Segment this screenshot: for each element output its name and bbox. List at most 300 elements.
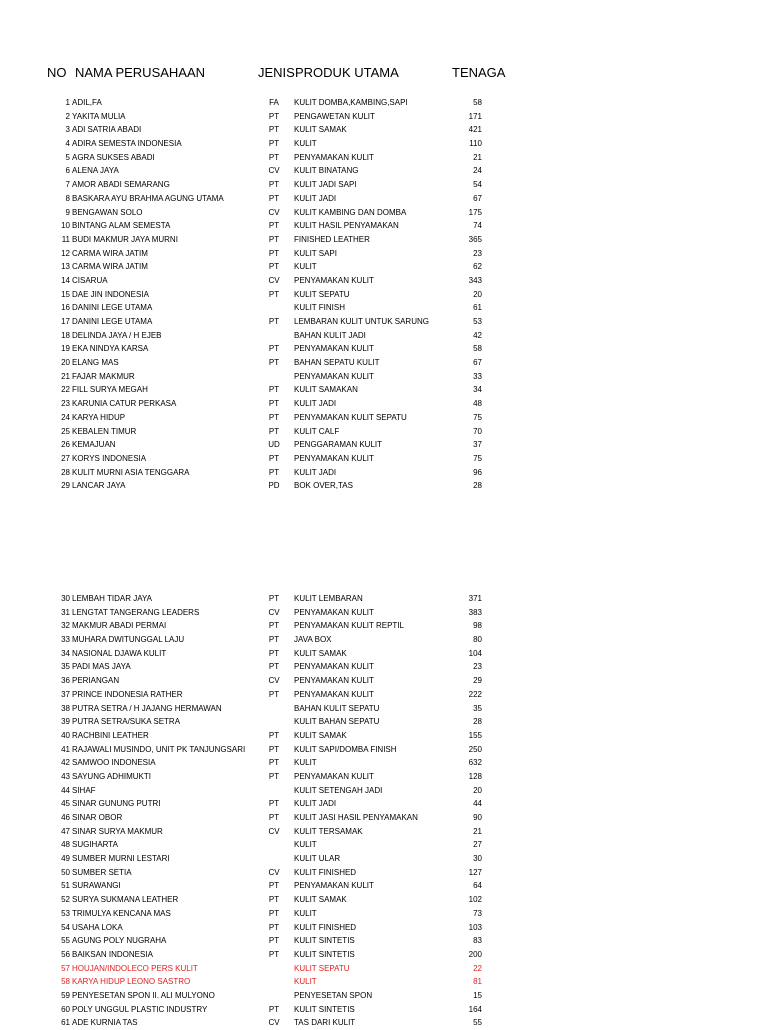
row-number: 52: [61, 895, 70, 905]
company-type: CV: [268, 867, 280, 877]
main-product: PENYAMAKAN KULIT: [294, 676, 374, 686]
main-product: FINISHED LEATHER: [294, 234, 370, 244]
company-name: ADIL,FA: [72, 98, 102, 107]
row-number: 1: [65, 98, 70, 107]
main-product: KULIT TERSAMAK: [294, 826, 363, 836]
row-number: 14: [61, 275, 70, 285]
company-type: PT: [268, 662, 280, 672]
company-name: RACHBINI LEATHER: [72, 730, 149, 740]
table-row: [0, 452, 768, 466]
main-product: KULIT SINTETIS: [294, 936, 355, 946]
main-product: KULIT FINISH: [294, 303, 345, 313]
main-product: KULIT SEPATU: [294, 289, 350, 299]
company-name: POLY UNGGUL PLASTIC INDUSTRY: [72, 1004, 208, 1014]
company-name: PUTRA SETRA / H JAJANG HERMAWAN: [72, 703, 222, 713]
company-type: CV: [268, 207, 280, 217]
table-row: [0, 715, 768, 729]
row-number: 24: [61, 412, 70, 422]
company-name: LANCAR JAYA: [72, 481, 126, 491]
table-row: [0, 1003, 768, 1017]
main-product: PENYAMAKAN KULIT: [294, 881, 374, 891]
company-name: SURAWANGI: [72, 881, 121, 891]
row-number: 60: [61, 1004, 70, 1014]
workforce-count: 33: [473, 371, 482, 381]
workforce-count: 222: [468, 689, 482, 699]
row-number: 38: [61, 703, 70, 713]
main-product: JAVA BOX: [294, 635, 332, 645]
header-produk-utama: PRODUK UTAMA: [295, 65, 399, 80]
row-number: 15: [61, 289, 70, 299]
row-number: 19: [61, 344, 70, 354]
company-name: BENGAWAN SOLO: [72, 207, 143, 217]
table-row: [0, 397, 768, 411]
company-name: ALENA JAYA: [72, 166, 119, 176]
row-number: 51: [61, 881, 70, 891]
company-name: DAE JIN INDONESIA: [72, 289, 149, 299]
company-type: PT: [268, 922, 280, 932]
company-table-section-1: [0, 96, 768, 493]
company-name: AGRA SUKSES ABADI: [72, 152, 155, 162]
company-type: CV: [268, 676, 280, 686]
company-type: PT: [268, 936, 280, 946]
row-number: 59: [61, 990, 70, 1000]
main-product: KULIT JADI: [294, 193, 337, 203]
company-name: YAKITA MULIA: [72, 111, 126, 121]
company-type: PT: [268, 594, 280, 603]
main-product: PENYAMAKAN KULIT: [294, 152, 374, 162]
row-number: 46: [61, 813, 70, 822]
row-number: 34: [61, 648, 70, 658]
main-product: KULIT: [294, 977, 317, 987]
main-product: KULIT SEPATU: [294, 963, 350, 973]
table-row: [0, 1016, 768, 1030]
company-name: MUHARA DWITUNGGAL LAJU: [72, 635, 185, 645]
main-product: KULIT ULAR: [294, 854, 341, 864]
row-number: 35: [61, 662, 70, 672]
header-jenis: JENIS: [258, 65, 295, 80]
row-number: 56: [61, 949, 70, 959]
main-product: PENYAMAKAN KULIT: [294, 371, 374, 381]
company-type: CV: [268, 1018, 280, 1028]
workforce-count: 90: [473, 813, 482, 822]
table-row: [0, 315, 768, 329]
company-name: SUGIHARTA: [72, 840, 118, 850]
row-number: 10: [61, 221, 70, 231]
table-row: [0, 866, 768, 880]
table-row: [0, 466, 768, 480]
main-product: KULIT SETENGAH JADI: [294, 785, 383, 795]
company-type: UD: [268, 440, 280, 450]
company-name: SURYA SUKMANA LEATHER: [72, 895, 179, 905]
row-number: 27: [61, 453, 70, 463]
workforce-count: 343: [468, 275, 482, 285]
company-type: PT: [268, 758, 280, 768]
workforce-count: 632: [468, 758, 482, 768]
company-type: PD: [268, 481, 280, 491]
header-nama-perusahaan: NAMA PERUSAHAAN: [75, 65, 206, 80]
row-number: 12: [61, 248, 70, 258]
table-row: [0, 606, 768, 620]
table-row: [0, 247, 768, 261]
company-name: DANINI LEGE UTAMA: [72, 317, 153, 326]
main-product: KULIT BAHAN SEPATU: [294, 717, 380, 727]
company-type: PT: [268, 180, 280, 190]
workforce-count: 365: [468, 234, 482, 244]
table-row: [0, 164, 768, 178]
company-name: KORYS INDONESIA: [72, 453, 147, 463]
workforce-count: 171: [468, 111, 482, 121]
workforce-count: 58: [473, 344, 482, 354]
main-product: KULIT SINTETIS: [294, 949, 355, 959]
company-type: PT: [268, 895, 280, 905]
workforce-count: 67: [473, 358, 482, 368]
row-number: 2: [65, 111, 70, 121]
company-name: SINAR SURYA MAKMUR: [72, 826, 163, 836]
company-name: USAHA LOKA: [72, 922, 123, 932]
main-product: PENYAMAKAN KULIT: [294, 689, 374, 699]
workforce-count: 28: [473, 717, 482, 727]
main-product: PENYAMAKAN KULIT: [294, 607, 374, 617]
header-no: NO: [47, 65, 67, 80]
company-name: TRIMULYA KENCANA MAS: [72, 908, 171, 918]
table-row: [0, 411, 768, 425]
workforce-count: 27: [473, 840, 482, 850]
workforce-count: 35: [473, 703, 482, 713]
workforce-count: 20: [473, 289, 482, 299]
main-product: BOK OVER,TAS: [294, 481, 353, 491]
workforce-count: 23: [473, 248, 482, 258]
row-number: 37: [61, 689, 70, 699]
row-number: 49: [61, 854, 70, 864]
table-row: [0, 674, 768, 688]
row-number: 45: [61, 799, 70, 809]
row-number: 11: [61, 234, 70, 244]
table-row: [0, 233, 768, 247]
company-name: BAIKSAN INDONESIA: [72, 949, 153, 959]
main-product: KULIT SINTETIS: [294, 1004, 355, 1014]
main-product: KULIT HASIL PENYAMAKAN: [294, 221, 399, 231]
workforce-count: 80: [473, 635, 482, 645]
table-row: [0, 688, 768, 702]
row-number: 21: [61, 371, 70, 381]
company-name: ADI SATRIA ABADI: [72, 125, 142, 135]
row-number: 28: [61, 467, 70, 477]
row-number: 48: [61, 840, 70, 850]
row-number: 23: [61, 399, 70, 409]
workforce-count: 421: [468, 125, 482, 135]
workforce-count: 155: [468, 730, 482, 740]
company-name: PADI MAS JAYA: [72, 662, 131, 672]
row-number: 61: [61, 1018, 70, 1028]
main-product: KULIT KAMBING DAN DOMBA: [294, 207, 407, 217]
row-number: 25: [61, 426, 70, 436]
company-name: ADIRA SEMESTA INDONESIA: [72, 139, 182, 149]
row-number: 32: [61, 621, 70, 631]
company-name: PUTRA SETRA/SUKA SETRA: [72, 717, 181, 727]
company-type: PT: [268, 730, 280, 740]
main-product: KULIT JADI SAPI: [294, 180, 357, 190]
table-row: [0, 151, 768, 165]
workforce-count: 98: [473, 621, 482, 631]
company-name: KARYA HIDUP: [72, 412, 126, 422]
workforce-count: 102: [468, 895, 482, 905]
company-name: MAKMUR ABADI PERMAI: [72, 621, 167, 631]
workforce-count: 383: [468, 607, 482, 617]
company-name: CARMA WIRA JATIM: [72, 262, 148, 272]
company-type: PT: [268, 1004, 280, 1014]
company-type: PT: [268, 193, 280, 203]
row-number: 8: [65, 193, 70, 203]
company-name: SUMBER SETIA: [72, 867, 132, 877]
table-row: [0, 948, 768, 962]
company-type: PT: [268, 621, 280, 631]
company-type: PT: [268, 744, 280, 754]
table-row: [0, 989, 768, 1003]
table-row: [0, 784, 768, 798]
company-name: PERIANGAN: [72, 676, 120, 686]
company-name: HOUJAN/INDOLECO PERS KULIT: [72, 963, 198, 973]
company-name: BASKARA AYU BRAHMA AGUNG UTAMA: [72, 193, 224, 203]
table-row: [0, 838, 768, 852]
table-row: [0, 975, 768, 989]
row-number: 42: [61, 758, 70, 768]
main-product: KULIT SAPI/DOMBA FINISH: [294, 744, 397, 754]
company-name: SINAR GUNUNG PUTRI: [72, 799, 161, 809]
row-number: 50: [61, 867, 70, 877]
company-type: PT: [268, 385, 280, 395]
workforce-count: 75: [473, 412, 482, 422]
main-product: KULIT: [294, 840, 317, 850]
workforce-count: 23: [473, 662, 482, 672]
company-name: DANINI LEGE UTAMA: [72, 303, 153, 313]
main-product: LEMBARAN KULIT UNTUK SARUNG: [294, 317, 429, 326]
company-name: LEMBAH TIDAR JAYA: [72, 594, 153, 603]
company-type: FA: [269, 98, 279, 107]
table-row: [0, 110, 768, 124]
table-row: [0, 219, 768, 233]
workforce-count: 67: [473, 193, 482, 203]
company-type: PT: [268, 152, 280, 162]
row-number: 6: [65, 166, 70, 176]
main-product: KULIT FINISHED: [294, 922, 357, 932]
table-row: [0, 206, 768, 220]
company-type: PT: [268, 358, 280, 368]
table-row: [0, 383, 768, 397]
company-name: ADE KURNIA TAS: [72, 1018, 138, 1028]
row-number: 26: [61, 440, 70, 450]
company-type: CV: [268, 826, 280, 836]
row-number: 57: [61, 963, 70, 973]
company-type: PT: [268, 771, 280, 781]
company-type: PT: [268, 949, 280, 959]
table-row: [0, 274, 768, 288]
table-row: [0, 370, 768, 384]
company-type: PT: [268, 262, 280, 272]
main-product: KULIT: [294, 262, 317, 272]
workforce-count: 24: [473, 166, 482, 176]
company-type: PT: [268, 111, 280, 121]
company-type: PT: [268, 412, 280, 422]
workforce-count: 74: [473, 221, 482, 231]
row-number: 58: [61, 977, 70, 987]
table-row: [0, 329, 768, 343]
table-row: [0, 879, 768, 893]
main-product: PENYAMAKAN KULIT: [294, 275, 374, 285]
main-product: KULIT JADI: [294, 467, 337, 477]
table-row: [0, 770, 768, 784]
company-type: PT: [268, 139, 280, 149]
workforce-count: 128: [468, 771, 482, 781]
workforce-count: 175: [468, 207, 482, 217]
main-product: KULIT JADI: [294, 799, 337, 809]
workforce-count: 54: [473, 180, 482, 190]
row-number: 3: [65, 125, 70, 135]
company-name: DELINDA JAYA / H EJEB: [72, 330, 162, 340]
row-number: 39: [61, 717, 70, 727]
company-type: PT: [268, 125, 280, 135]
row-number: 13: [61, 262, 70, 272]
workforce-count: 64: [473, 881, 482, 891]
table-row: [0, 907, 768, 921]
workforce-count: 200: [468, 949, 482, 959]
company-name: ELANG MAS: [72, 358, 119, 368]
company-name: PENYESETAN SPON II. ALI MULYONO: [72, 990, 215, 1000]
workforce-count: 53: [473, 317, 482, 326]
workforce-count: 42: [473, 330, 482, 340]
workforce-count: 21: [473, 152, 482, 162]
table-row: [0, 743, 768, 757]
row-number: 41: [61, 744, 70, 754]
main-product: BAHAN KULIT JADI: [294, 330, 366, 340]
company-name: SAMWOO INDONESIA: [72, 758, 156, 768]
workforce-count: 55: [473, 1018, 482, 1028]
company-type: PT: [268, 399, 280, 409]
company-name: BUDI MAKMUR JAYA MURNI: [72, 234, 178, 244]
main-product: PENYAMAKAN KULIT REPTIL: [294, 621, 404, 631]
main-product: TAS DARI KULIT: [294, 1018, 356, 1028]
company-type: PT: [268, 908, 280, 918]
workforce-count: 37: [473, 440, 482, 450]
main-product: KULIT BINATANG: [294, 166, 359, 176]
table-row: [0, 592, 768, 606]
company-type: PT: [268, 635, 280, 645]
workforce-count: 30: [473, 854, 482, 864]
main-product: PENYAMAKAN KULIT SEPATU: [294, 412, 407, 422]
main-product: PENYESETAN SPON: [294, 990, 373, 1000]
company-name: PRINCE INDONESIA RATHER: [72, 689, 183, 699]
table-row: [0, 811, 768, 825]
company-name: LENGTAT TANGERANG LEADERS: [72, 607, 200, 617]
company-name: KARUNIA CATUR PERKASA: [72, 399, 177, 409]
company-name: AMOR ABADI SEMARANG: [72, 180, 170, 190]
workforce-count: 127: [468, 867, 482, 877]
workforce-count: 164: [468, 1004, 482, 1014]
main-product: KULIT JADI: [294, 399, 337, 409]
table-row: [0, 288, 768, 302]
workforce-count: 29: [473, 676, 482, 686]
row-number: 7: [65, 180, 70, 190]
company-type: PT: [268, 344, 280, 354]
row-number: 54: [61, 922, 70, 932]
table-row: [0, 756, 768, 770]
workforce-count: 58: [473, 98, 482, 107]
company-type: PT: [268, 881, 280, 891]
table-row: [0, 729, 768, 743]
company-name: SUMBER MURNI LESTARI: [72, 854, 170, 864]
table-row: [0, 893, 768, 907]
row-number: 55: [61, 936, 70, 946]
main-product: PENGGARAMAN KULIT: [294, 440, 383, 450]
main-product: PENGAWETAN KULIT: [294, 111, 375, 121]
table-row: [0, 178, 768, 192]
company-name: AGUNG POLY NUGRAHA: [72, 936, 167, 946]
row-number: 40: [61, 730, 70, 740]
main-product: KULIT: [294, 908, 317, 918]
company-type: PT: [268, 799, 280, 809]
header-tenaga: TENAGA: [452, 65, 506, 80]
row-number: 53: [61, 908, 70, 918]
main-product: KULIT SAMAK: [294, 895, 347, 905]
main-product: BAHAN SEPATU KULIT: [294, 358, 380, 368]
main-product: KULIT CALF: [294, 426, 340, 436]
company-name: SINAR OBOR: [72, 813, 123, 822]
main-product: KULIT FINISHED: [294, 867, 357, 877]
table-row: [0, 825, 768, 839]
company-type: CV: [268, 275, 280, 285]
table-row: [0, 425, 768, 439]
company-name: SAYUNG ADHIMUKTI: [72, 771, 151, 781]
row-number: 5: [65, 152, 70, 162]
workforce-count: 44: [473, 799, 482, 809]
company-type: PT: [268, 289, 280, 299]
row-number: 44: [61, 785, 70, 795]
row-number: 36: [61, 676, 70, 686]
table-row: [0, 619, 768, 633]
row-number: 47: [61, 826, 70, 836]
row-number: 29: [61, 481, 70, 491]
workforce-count: 15: [473, 990, 482, 1000]
company-type: PT: [268, 248, 280, 258]
workforce-count: 371: [468, 594, 482, 603]
workforce-count: 250: [468, 744, 482, 754]
workforce-count: 34: [473, 385, 482, 395]
table-row: [0, 192, 768, 206]
workforce-count: 104: [468, 648, 482, 658]
table-row: [0, 479, 768, 493]
row-number: 17: [61, 317, 70, 326]
table-row: [0, 660, 768, 674]
row-number: 20: [61, 358, 70, 368]
company-name: FILL SURYA MEGAH: [72, 385, 148, 395]
table-row: [0, 934, 768, 948]
table-row: [0, 797, 768, 811]
row-number: 22: [61, 385, 70, 395]
workforce-count: 96: [473, 467, 482, 477]
workforce-count: 21: [473, 826, 482, 836]
company-type: PT: [268, 221, 280, 231]
workforce-count: 81: [473, 977, 482, 987]
workforce-count: 70: [473, 426, 482, 436]
workforce-count: 61: [473, 303, 482, 313]
company-name: RAJAWALI MUSINDO, UNIT PK TANJUNGSARI: [72, 744, 246, 754]
workforce-count: 73: [473, 908, 482, 918]
company-name: KARYA HIDUP LEONO SASTRO: [72, 977, 191, 987]
workforce-count: 75: [473, 453, 482, 463]
row-number: 4: [65, 139, 70, 149]
main-product: PENYAMAKAN KULIT: [294, 771, 374, 781]
table-row: [0, 921, 768, 935]
company-table-section-2: [0, 592, 768, 1030]
